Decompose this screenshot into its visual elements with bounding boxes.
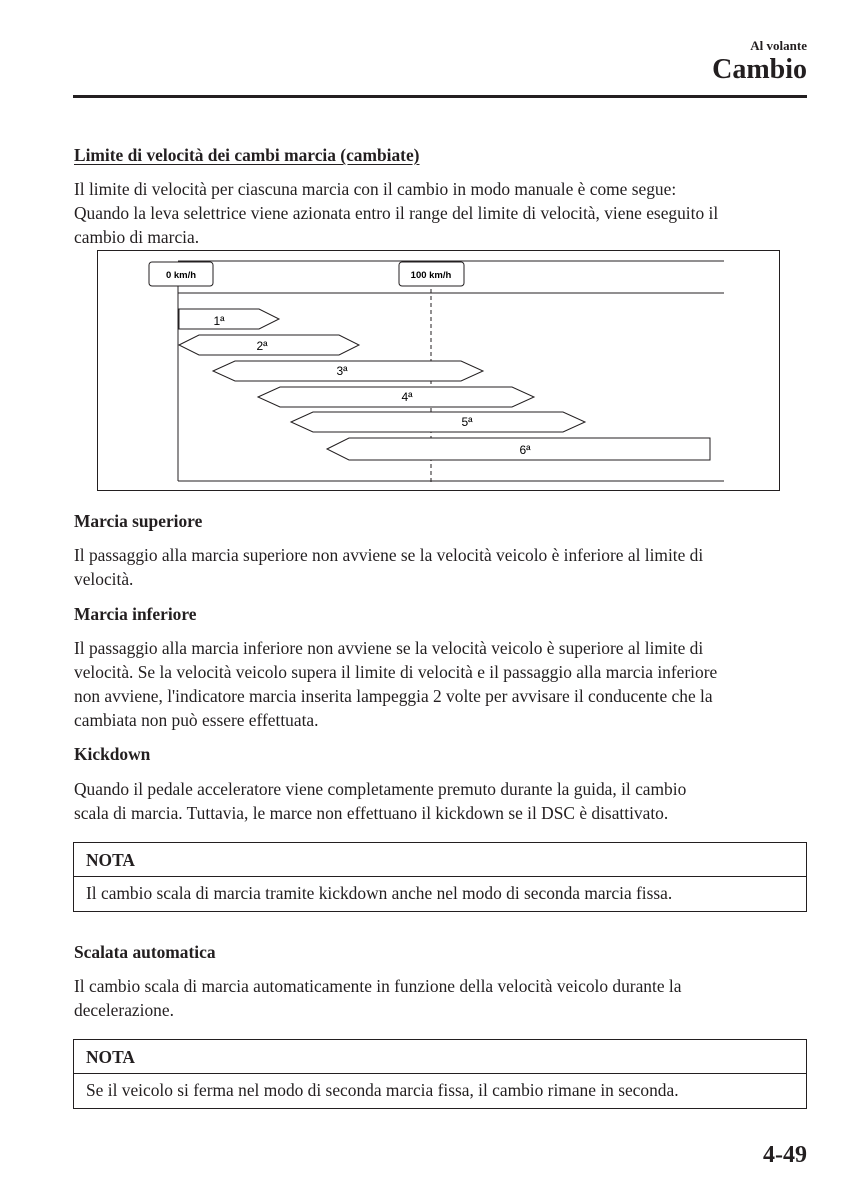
page-title: Cambio xyxy=(712,54,807,85)
autodown-line: decelerazione. xyxy=(74,1000,174,1020)
gear-4-bar xyxy=(258,387,534,407)
note-label: NOTA xyxy=(74,1040,806,1074)
gear-2-bar xyxy=(179,335,359,355)
downshift-line: cambiata non può essere effettuata. xyxy=(74,710,319,730)
note-box-second-gear xyxy=(73,1039,807,1109)
autodown-heading: Scalata automatica xyxy=(74,942,216,962)
intro-line: Il limite di velocità per ciascuna marcia con il cambio in modo manuale è come segue: xyxy=(74,179,677,199)
svg-text:3ª: 3ª xyxy=(336,364,348,378)
note-label: NOTA xyxy=(74,843,806,877)
intro-line: cambio di marcia. xyxy=(74,227,200,247)
downshift-heading: Marcia inferiore xyxy=(74,604,197,624)
page-number: 4-49 xyxy=(763,1142,807,1168)
svg-text:5ª: 5ª xyxy=(461,415,473,429)
intro-line: Quando la leva selettrice viene azionata entro il range del limite di velocità, viene eseguito il xyxy=(74,203,719,223)
svg-text:4ª: 4ª xyxy=(401,390,413,404)
gear-5-bar xyxy=(291,412,585,432)
gear-3-bar xyxy=(213,361,483,381)
downshift-line: non avviene, l'indicatore marcia inserita lampeggia 2 volte per avvisare il conducente che la xyxy=(74,686,713,706)
intro-paragraph xyxy=(74,177,810,249)
svg-text:100 km/h: 100 km/h xyxy=(410,270,452,281)
note-box-kickdown xyxy=(73,842,807,912)
note-text: Se il veicolo si ferma nel modo di seconda marcia fissa, il cambio rimane in seconda. xyxy=(86,1080,679,1100)
gear-1-bar xyxy=(179,309,279,329)
gear-speed-diagram xyxy=(97,250,780,491)
kickdown-line: scala di marcia. Tuttavia, le marce non effettuano il kickdown se il DSC è disattivato. xyxy=(74,803,669,823)
svg-text:2ª: 2ª xyxy=(256,339,268,353)
downshift-line: velocità. Se la velocità veicolo supera il limite di velocità e il passaggio alla marcia inferiore xyxy=(74,662,718,682)
kickdown-paragraph xyxy=(74,777,810,825)
zero-kmh-label xyxy=(149,262,213,286)
upshift-paragraph xyxy=(74,543,810,591)
downshift-line: Il passaggio alla marcia inferiore non avviene se la velocità veicolo è superiore al limite di xyxy=(74,638,704,658)
kickdown-heading: Kickdown xyxy=(74,744,151,764)
autodown-line: Il cambio scala di marcia automaticamente in funzione della velocità veicolo durante la xyxy=(74,976,682,996)
upshift-heading: Marcia superiore xyxy=(74,511,203,531)
svg-text:6ª: 6ª xyxy=(519,443,531,457)
hundred-kmh-label xyxy=(399,262,464,286)
svg-text:0 km/h: 0 km/h xyxy=(165,270,197,281)
svg-text:1ª: 1ª xyxy=(213,314,225,328)
note-text: Il cambio scala di marcia tramite kickdown anche nel modo di seconda marcia fissa. xyxy=(86,883,673,903)
upshift-line: velocità. xyxy=(74,569,134,589)
downshift-paragraph xyxy=(74,636,810,732)
section-label: Al volante xyxy=(750,38,807,53)
kickdown-line: Quando il pedale acceleratore viene completamente premuto durante la guida, il cambio xyxy=(74,779,687,799)
gear-6-bar xyxy=(327,438,710,460)
autodown-paragraph xyxy=(74,974,810,1022)
header-rule xyxy=(73,95,807,98)
upshift-line: Il passaggio alla marcia superiore non avviene se la velocità veicolo è inferiore al limite di xyxy=(74,545,704,565)
speed-limit-heading: Limite di velocità dei cambi marcia (cambiate) xyxy=(74,145,420,165)
